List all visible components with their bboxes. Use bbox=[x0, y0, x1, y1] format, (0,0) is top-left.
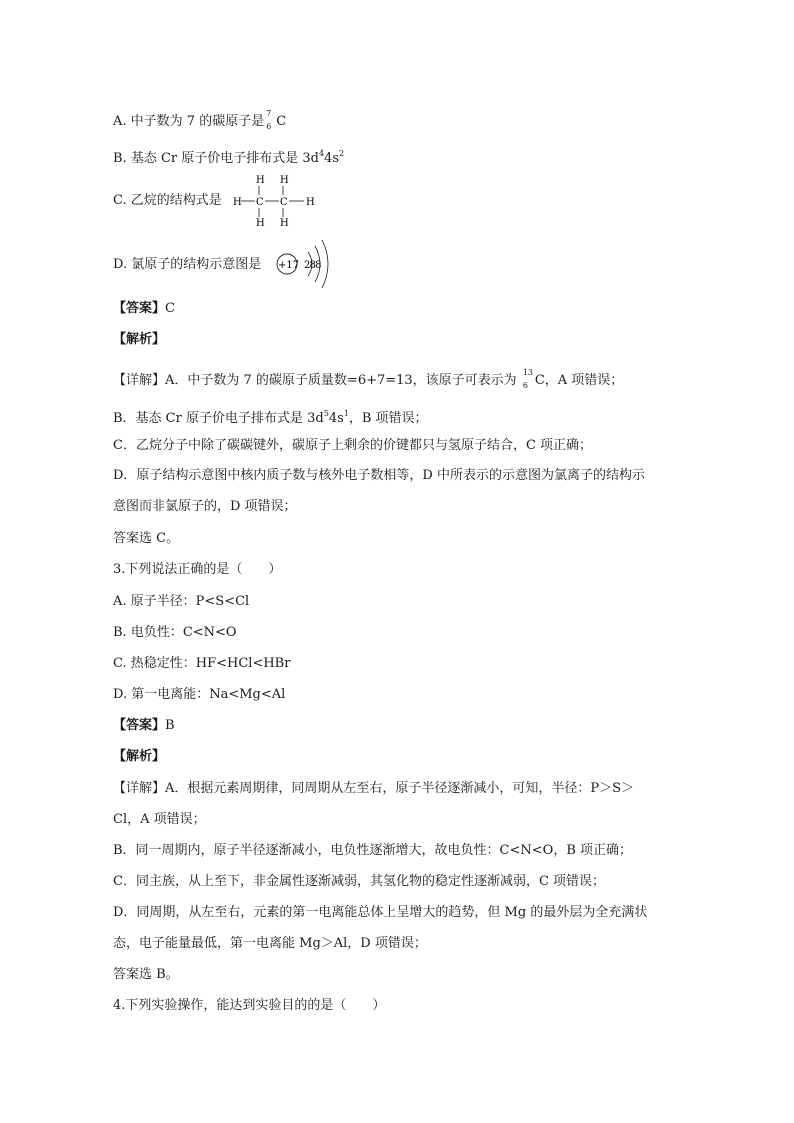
nucleus-charge: +17 bbox=[278, 260, 300, 271]
q2-detail-b: B．基态 Cr 原子价电子排布式是 $3d^54s^1$，B 项错误； bbox=[113, 409, 428, 426]
chlorine-structure-diagram bbox=[272, 236, 344, 292]
q3-detail-b: B．同一周期内，原子半径逐渐减小，电负性逐渐增大，故电负性：C<N<O，B 项正确； bbox=[113, 843, 633, 858]
atom-h: H bbox=[256, 218, 265, 228]
q2-analysis-label: 【解析】 bbox=[113, 332, 166, 347]
q3-detail-c: C．同主族，从上至下，非金属性逐渐减弱，其氢化物的稳定性逐渐减弱，C 项错误； bbox=[113, 874, 606, 889]
q3-detail-d-line2: 态，电子能量最低，第一电离能 Mg＞Al，D 项错误； bbox=[113, 936, 427, 951]
q3-detail-a-line2: Cl，A 项错误； bbox=[113, 812, 206, 827]
q3-option-b: B. 电负性：C<N<O bbox=[113, 625, 237, 640]
q2-option-b: B. 基态 Cr 原子价电子排布式是 $3d^44s^2$ bbox=[113, 149, 345, 166]
q3-analysis-label: 【解析】 bbox=[113, 749, 166, 764]
q2-conclusion: 答案选 C。 bbox=[113, 531, 180, 546]
nuclide-notation: 7 6 bbox=[266, 109, 272, 131]
q3-option-d: D. 第一电离能：Na<Mg<Al bbox=[113, 687, 286, 702]
q2-option-a: A. 中子数为 7 的碳原子是 7 6 C bbox=[113, 109, 287, 131]
q2-detail-d-line2: 意图而非氯原子的，D 项错误； bbox=[113, 499, 297, 514]
q2-detail-d-line1: D．原子结构示意图中核内质子数与核外电子数相等，D 中所表示的示意图为氯离子的结构示 bbox=[113, 468, 645, 483]
q3-stem: 3.下列说法正确的是（ ） bbox=[113, 562, 282, 577]
q3-detail-a-line1: 【详解】A．根据元素周期律，同周期从左至右，原子半径逐渐减小，可知，半径：P＞S＞ bbox=[113, 781, 635, 796]
q3-conclusion: 答案选 B。 bbox=[113, 967, 179, 982]
atom-h: H bbox=[280, 218, 289, 228]
atom-h: H bbox=[256, 175, 265, 186]
ethane-structural-formula bbox=[230, 172, 330, 228]
atom-h: H bbox=[306, 197, 315, 208]
q2-detail-a: 【详解】A．中子数为 7 的碳原子质量数=6+7=13，该原子可表示为 13 6 C，A 项错误； bbox=[113, 368, 624, 390]
q3-detail-d-line1: D．同周期，从左至右，元素的第一电离能总体上呈增大的趋势，但 Mg 的最外层为全充满状 bbox=[113, 905, 648, 920]
atom-h: H bbox=[233, 197, 242, 208]
q2-detail-c: C．乙烷分子中除了碳碳键外，碳原子上剩余的价键都只与氢原子结合，C 项正确； bbox=[113, 438, 593, 453]
q3-answer: 【答案】B bbox=[113, 718, 175, 733]
atom-c: C bbox=[256, 197, 264, 208]
atom-c: C bbox=[280, 197, 288, 208]
q3-option-c: C. 热稳定性：HF<HCl<HBr bbox=[113, 656, 291, 671]
bond-lines bbox=[241, 186, 304, 217]
electron-shell-counts: 2 8 8 bbox=[304, 260, 320, 271]
q2-option-d: D. 氯原子的结构示意图是 bbox=[113, 257, 262, 272]
atom-h: H bbox=[280, 175, 289, 186]
q2-answer: 【答案】C bbox=[113, 301, 175, 316]
nuclide-notation: 13 6 bbox=[522, 368, 534, 390]
q4-stem: 4.下列实验操作，能达到实验目的的是（ ） bbox=[113, 998, 386, 1013]
q2-option-c: C. 乙烷的结构式是 bbox=[113, 193, 222, 208]
q3-option-a: A. 原子半径：P<S<Cl bbox=[113, 594, 250, 609]
